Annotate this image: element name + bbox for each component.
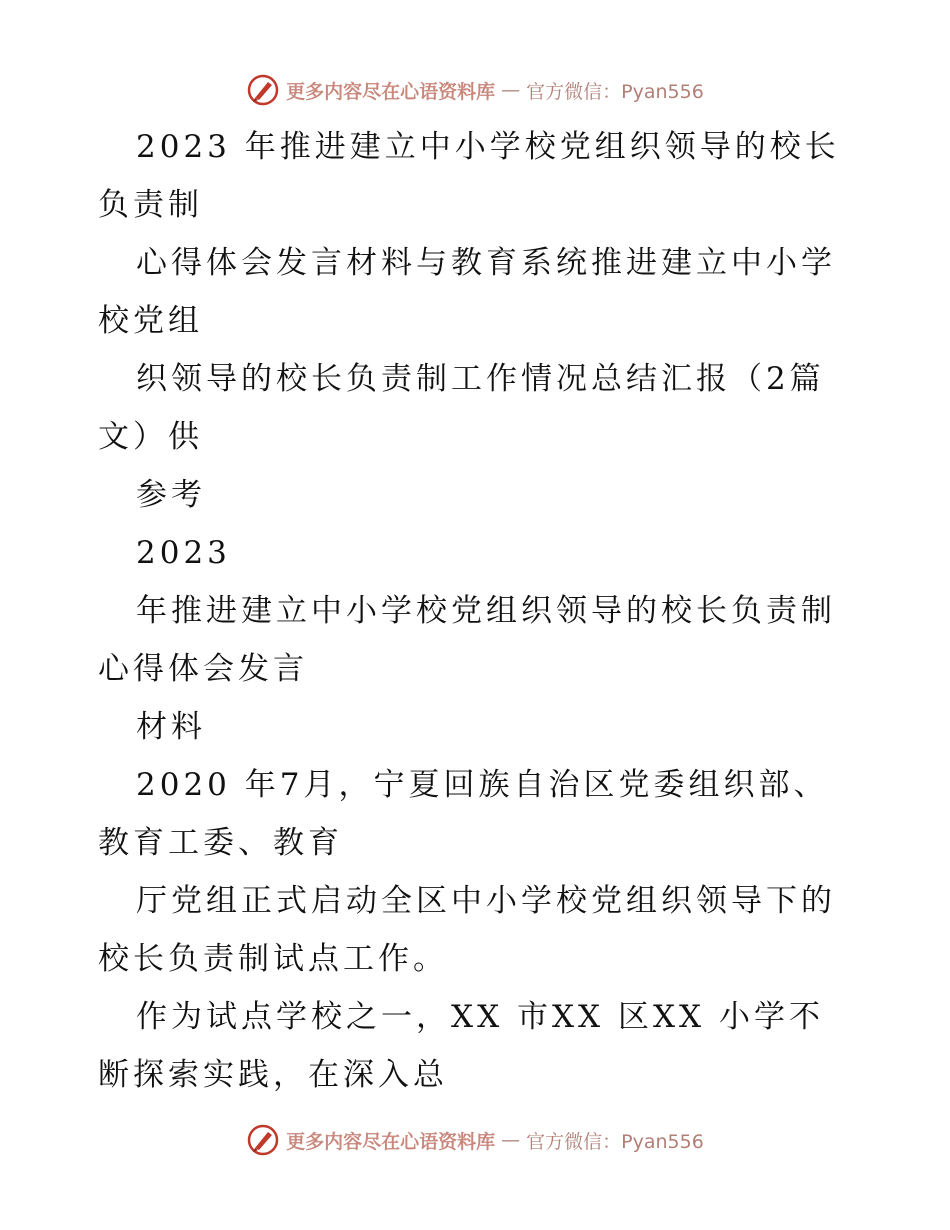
paragraph: 厅党组正式启动全区中小学校党组织领导下的校长负责制试点工作。	[98, 883, 836, 977]
paragraph: 年推进建立中小学校党组织领导的校长负责制心得体会发言	[98, 593, 836, 687]
watermark-dash: —	[501, 79, 521, 101]
watermark-contact: 官方微信：Pyan556	[526, 80, 704, 103]
paragraph: 参考	[136, 477, 206, 513]
watermark-text: 更多内容尽在心语资料库	[286, 1130, 496, 1153]
header-watermark	[0, 70, 950, 110]
watermark-text: 更多内容尽在心语资料库	[286, 80, 496, 103]
quill-pen-logo-icon	[246, 1123, 280, 1157]
paragraph: 作为试点学校之一，XX 市XX 区XX 小学不断探索实践，在深入总	[98, 999, 824, 1093]
watermark-contact: 官方微信：Pyan556	[526, 1130, 704, 1153]
quill-pen-logo-icon	[246, 73, 280, 107]
paragraph: 2023	[136, 535, 231, 571]
paragraph: 心得体会发言材料与教育系统推进建立中小学校党组	[98, 245, 836, 339]
paragraph: 织领导的校长负责制工作情况总结汇报（2篇文）供	[98, 361, 825, 455]
document-body	[98, 118, 858, 1104]
watermark-dash: —	[501, 1129, 521, 1151]
paragraph: 2020 年7月，宁夏回族自治区党委组织部、教育工委、教育	[98, 767, 829, 861]
paragraph: 2023 年推进建立中小学校党组织领导的校长负责制	[98, 129, 840, 223]
footer-watermark	[0, 1120, 950, 1160]
paragraph: 材料	[136, 709, 206, 745]
